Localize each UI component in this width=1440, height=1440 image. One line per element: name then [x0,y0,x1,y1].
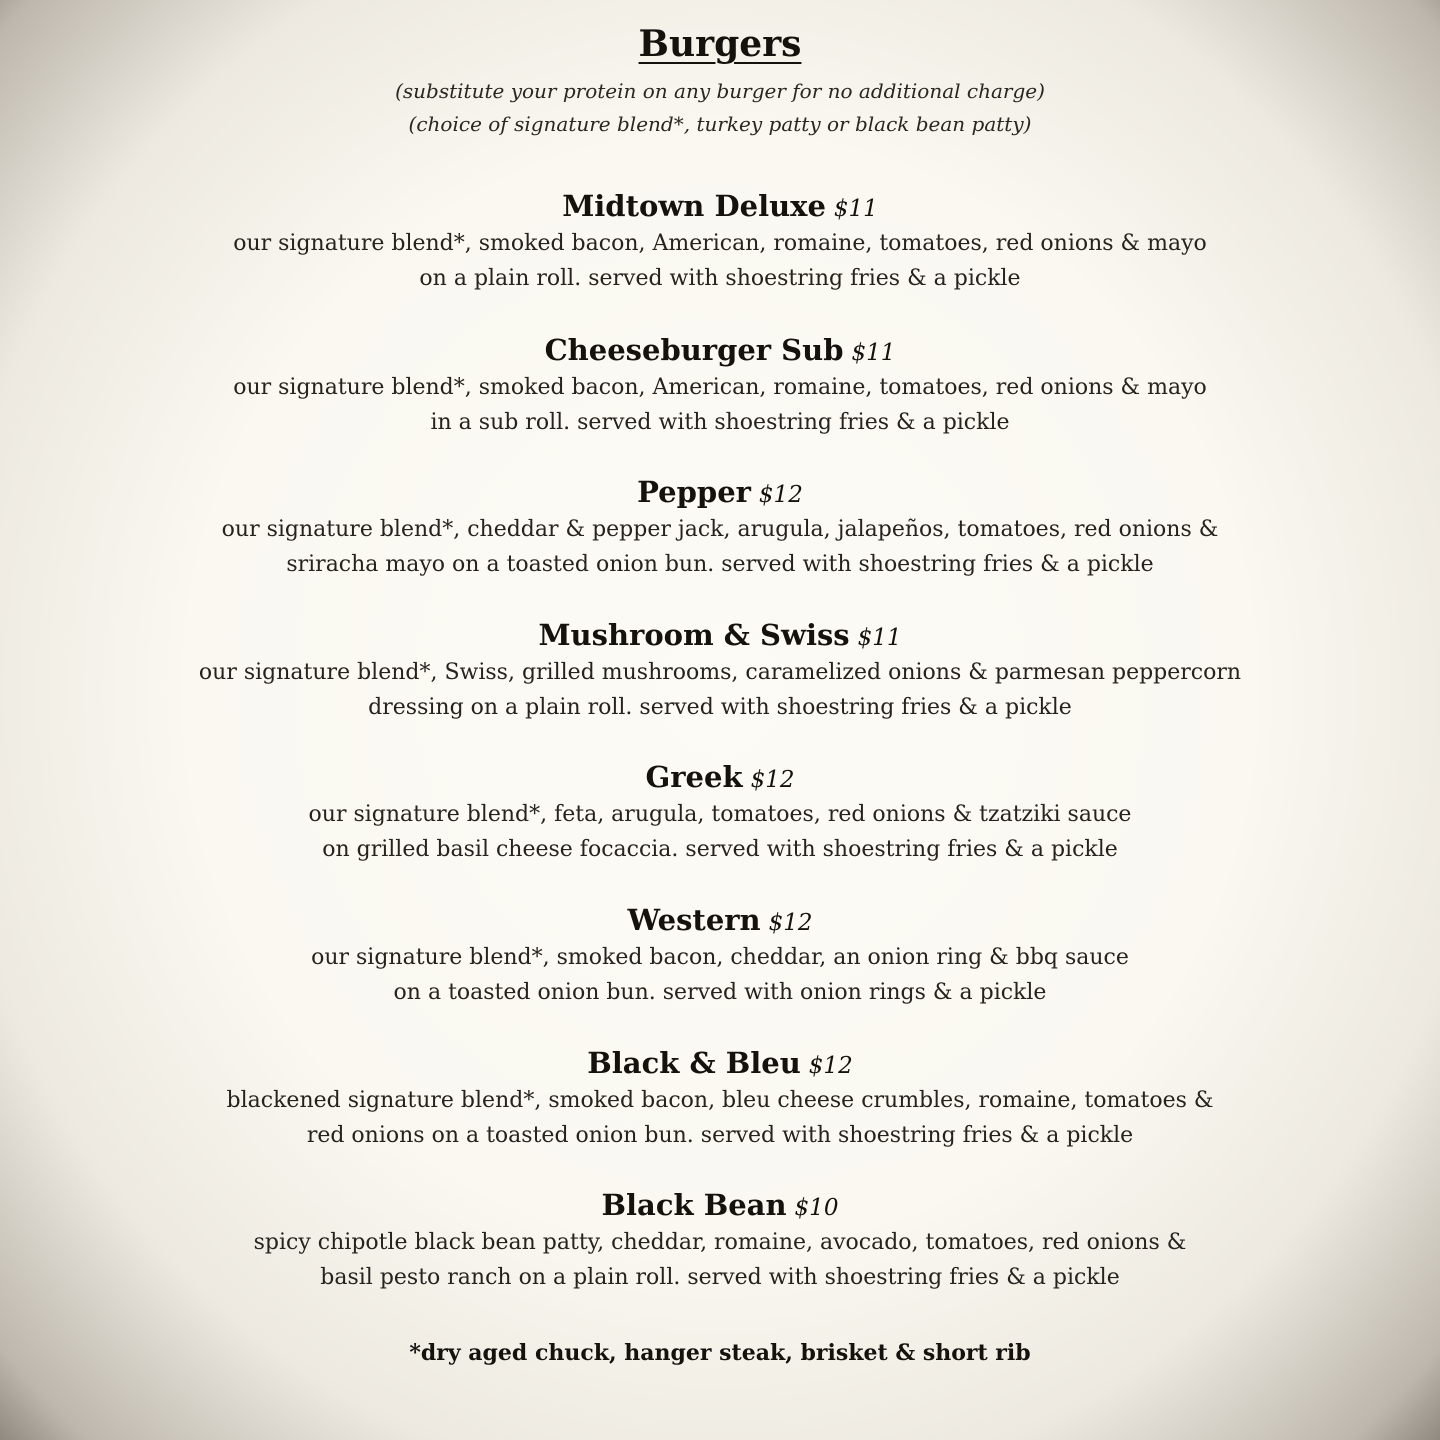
menu-item-description-line: basil pesto ranch on a plain roll. served with shoestring fries & a pickle [320,1265,1120,1290]
menu-item-heading [0,1043,1440,1083]
menu-item-heading [0,900,1440,940]
menu-item-name: Greek [645,760,743,794]
menu-item-price: $11 [833,196,878,222]
menu-item-price: $11 [851,340,896,366]
menu-item-price: $12 [768,910,813,936]
menu-item-description-line: blackened signature blend*, smoked bacon, bleu cheese crumbles, romaine, tomatoes & [226,1088,1214,1113]
menu-item-description-line: on a plain roll. served with shoestring fries & a pickle [419,266,1021,291]
menu-item-name: Mushroom & Swiss [538,618,850,652]
menu-item-name: Midtown Deluxe [562,189,826,223]
menu-item-price: $10 [794,1195,839,1221]
menu-item-description-line: our signature blend*, smoked bacon, American, romaine, tomatoes, red onions & mayo [233,231,1207,256]
menu-item-name: Black Bean [601,1188,787,1222]
menu-item-mushroom-swiss [0,615,1440,725]
protein-choice-note: (choice of signature blend*, turkey patty or black bean patty) [408,112,1032,136]
menu-item-description-line: on a toasted onion bun. served with onion rings & a pickle [393,980,1047,1005]
menu-item-description-line: our signature blend*, cheddar & pepper jack, arugula, jalapeños, tomatoes, red onions & [221,517,1219,542]
menu-item-heading [0,472,1440,512]
menu-item-name: Pepper [637,475,751,509]
menu-item-heading [0,615,1440,655]
menu-item-description-line: on grilled basil cheese focaccia. served with shoestring fries & a pickle [322,837,1118,862]
protein-substitution-note: (substitute your protein on any burger for no additional charge) [395,79,1045,103]
menu-item-description-line: our signature blend*, smoked bacon, cheddar, an onion ring & bbq sauce [311,945,1129,970]
menu-item-name: Cheeseburger Sub [544,333,844,367]
menu-item-price: $12 [750,767,795,793]
menu-item-description-line: our signature blend*, feta, arugula, tomatoes, red onions & tzatziki sauce [308,802,1132,827]
menu-item-description-line: dressing on a plain roll. served with shoestring fries & a pickle [368,695,1072,720]
menu-item-heading [0,1185,1440,1225]
signature-blend-footnote: *dry aged chuck, hanger steak, brisket & short rib [409,1340,1031,1366]
menu-item-description-line: in a sub roll. served with shoestring fries & a pickle [430,410,1010,435]
menu-item-midtown-deluxe [0,186,1440,296]
menu-item-description-line: red onions on a toasted onion bun. served with shoestring fries & a pickle [306,1123,1134,1148]
menu-item-greek [0,757,1440,867]
menu-item-description-line: our signature blend*, Swiss, grilled mushrooms, caramelized onions & parmesan peppercorn [198,660,1242,685]
menu-item-black-bean [0,1185,1440,1295]
menu-item-heading [0,757,1440,797]
menu-item-cheeseburger-sub [0,330,1440,440]
menu-item-name: Western [627,903,761,937]
menu-item-price: $12 [808,1053,853,1079]
menu-item-description-line: spicy chipotle black bean patty, cheddar, romaine, avocado, tomatoes, red onions & [253,1230,1187,1255]
menu-item-western [0,900,1440,1010]
menu-item-name: Black & Bleu [587,1046,801,1080]
menu-item-description-line: our signature blend*, smoked bacon, American, romaine, tomatoes, red onions & mayo [233,375,1207,400]
menu-item-heading [0,330,1440,370]
menu-item-black-bleu [0,1043,1440,1153]
menu-item-price: $11 [857,625,902,651]
menu-title: Burgers [638,23,802,65]
menu-item-pepper [0,472,1440,582]
menu-item-description-line: sriracha mayo on a toasted onion bun. served with shoestring fries & a pickle [286,552,1154,577]
menu-item-price: $12 [758,482,803,508]
menu-item-heading [0,186,1440,226]
